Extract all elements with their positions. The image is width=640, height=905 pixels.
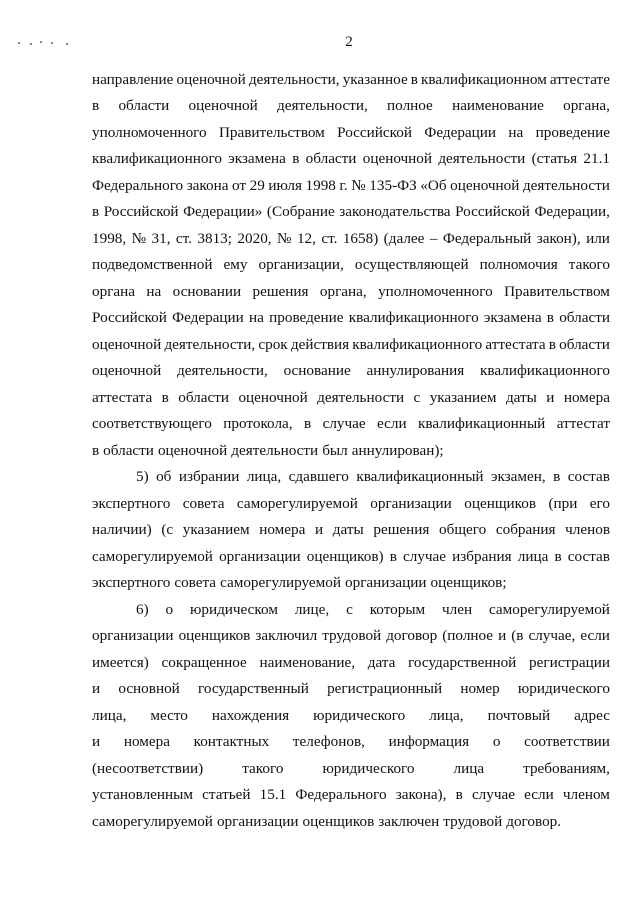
text-line: направление оценочной деятельности, указанное в квалификационном аттестате bbox=[92, 70, 610, 88]
text-line: в области оценочной деятельности был аннулирован); bbox=[92, 441, 444, 459]
page-number: 2 bbox=[345, 34, 353, 50]
text-line: квалификационного экзамена в области оценочной деятельности (статья 21.1 bbox=[92, 150, 610, 167]
text-line: подведомственной ему организации, осуществляющей полномочия такого bbox=[92, 256, 610, 273]
document-body bbox=[92, 62, 610, 831]
text-line: органа на основании решения органа, уполномоченного Правительством bbox=[92, 282, 610, 300]
text-line: соответствующего протокола, в случае если квалификационный аттестат bbox=[92, 415, 610, 432]
text-line: Российской Федерации на проведение квалификационного экзамена в области bbox=[92, 309, 610, 326]
text-line: оценочной деятельности, срок действия квалификационного аттестата в области bbox=[92, 335, 610, 353]
text-line: имеется) сокращенное наименование, дата государственной регистрации bbox=[92, 653, 610, 671]
text-line: экспертного совета саморегулируемой организации оценщиков (при его bbox=[92, 494, 610, 512]
text-line: 5) об избрании лица, сдавшего квалификационный экзамен, в состав bbox=[136, 468, 610, 485]
text-line: в области оценочной деятельности, полное наименование органа, bbox=[92, 97, 610, 114]
text-line: и основной государственный регистрационный номер юридического bbox=[92, 680, 610, 697]
text-line: аттестата в области оценочной деятельности с указанием даты и номера bbox=[92, 388, 610, 406]
text-line: 1998, № 31, ст. 3813; 2020, № 12, ст. 1658) (далее – Федеральный закон), или bbox=[92, 229, 610, 247]
text-line: экспертного совета саморегулируемой организации оценщиков; bbox=[92, 574, 507, 591]
text-line: (несоответствии) такого юридического лица требованиям, bbox=[92, 759, 610, 777]
text-line: уполномоченного Правительством Российской Федерации на проведение bbox=[92, 123, 610, 141]
text-line: и номера контактных телефонов, информация о соответствии bbox=[92, 733, 610, 750]
text-line: саморегулируемой организации оценщиков) в случае избрания лица в состав bbox=[92, 547, 610, 565]
text-line: лица, место нахождения юридического лица, почтовый адрес bbox=[92, 706, 610, 724]
text-line: 6) о юридическом лице, с которым член саморегулируемой bbox=[136, 600, 610, 618]
text-line: саморегулируемой организации оценщиков заключен трудовой договор. bbox=[92, 812, 562, 830]
text-line: наличии) (с указанием номера и даты решения общего собрания членов bbox=[92, 521, 610, 538]
text-line: оценочной деятельности, основание аннулирования квалификационного bbox=[92, 362, 610, 379]
text-line: организации оценщиков заключил трудовой договор (полное и (в случае, если bbox=[92, 627, 610, 644]
text-line: установленным статьей 15.1 Федерального закона), в случае если членом bbox=[92, 786, 610, 803]
text-line: в Российской Федерации» (Собрание законодательства Российской Федерации, bbox=[92, 203, 610, 220]
text-line: Федерального закона от 29 июля 1998 г. № 135-ФЗ «Об оценочной деятельности bbox=[92, 176, 610, 194]
